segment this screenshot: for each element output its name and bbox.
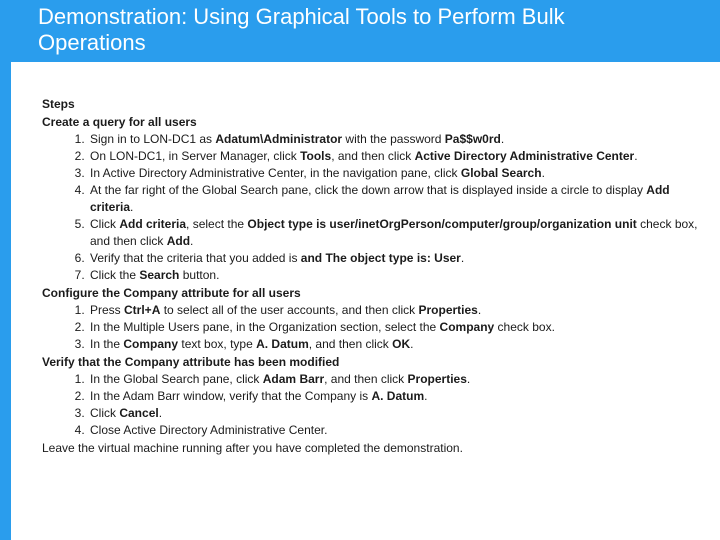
sections-container [42,114,706,439]
step-item: 4. At the far right of the Global Search pane, click the down arrow that is displayed inside a circle to display Add criteria. [88,182,706,216]
step-item: 5. Click Add criteria, select the Object type is user/inetOrgPerson/computer/group/organization unit check box, and then click Add. [88,216,706,250]
slide-body [42,96,706,457]
step-list [42,371,706,439]
step-item: 7. Click the Search button. [88,267,706,284]
step-list [42,302,706,353]
left-accent-strip [0,0,11,540]
step-item: 2. In the Adam Barr window, verify that the Company is A. Datum. [88,388,706,405]
step-item: 2. In the Multiple Users pane, in the Organization section, select the Company check box. [88,319,706,336]
closing-note: Leave the virtual machine running after you have completed the demonstration. [42,441,463,455]
step-item: 1. Sign in to LON-DC1 as Adatum\Administrator with the password Pa$$w0rd. [88,131,706,148]
step-list [42,131,706,284]
step-item: 3. Click Cancel. [88,405,706,422]
step-item: 3. In Active Directory Administrative Center, in the navigation pane, click Global Search. [88,165,706,182]
step-item: 1. In the Global Search pane, click Adam Barr, and then click Properties. [88,371,706,388]
section-heading: Verify that the Company attribute has been modified [42,355,340,369]
step-item: 2. On LON-DC1, in Server Manager, click Tools, and then click Active Directory Administrative Center. [88,148,706,165]
step-item: 4. Close Active Directory Administrative Center. [88,422,706,439]
section-heading: Configure the Company attribute for all users [42,286,301,300]
step-item: 1. Press Ctrl+A to select all of the user accounts, and then click Properties. [88,302,706,319]
slide-header [0,0,720,62]
steps-label: Steps [42,97,75,111]
step-item: 3. In the Company text box, type A. Datum, and then click OK. [88,336,706,353]
slide-title: Demonstration: Using Graphical Tools to Perform Bulk Operations [38,4,565,55]
section-heading: Create a query for all users [42,115,197,129]
step-item: 6. Verify that the criteria that you added is and The object type is: User. [88,250,706,267]
